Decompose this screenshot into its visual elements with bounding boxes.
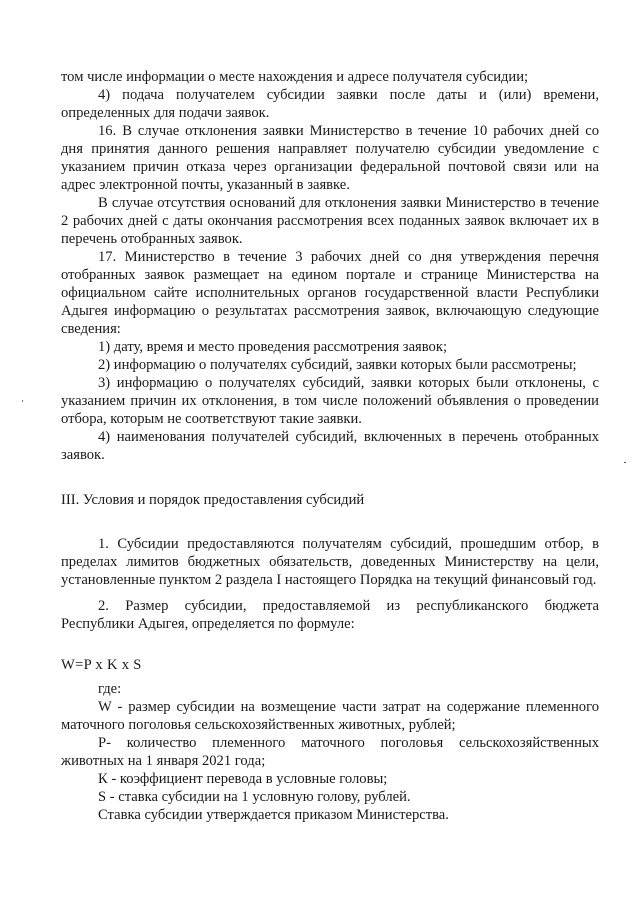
paragraph-17: 17. Министерство в течение 3 рабочих дней со дня утверждения перечня отобранных заявок размещает на едином портале и странице Министерства на официальном сайте исполнительных органов государственной власти Республики Адыгея информацию о результатах рассмотрения заявок, включающую следующие сведения: (61, 249, 599, 337)
section-paragraph-1: 1. Субсидии предоставляются получателям субсидий, прошедшим отбор, в пределах лимитов бюджетных обязательств, доведенных Министерству на цели, установленные пунктом 2 раздела I настоящего Порядка на текущий финансовый год. (61, 536, 599, 588)
where-label: где: (98, 681, 122, 697)
document-page (61, 68, 599, 824)
spacer (61, 589, 599, 597)
formula: W=P x K x S (61, 657, 142, 673)
list-item-3: 3) информацию о получателях субсидий, заявки которых были отклонены, с указанием причин их отклонения, в том числе положений объявления о проведении отбора, которым не соответствуют такие заявки. (61, 375, 599, 427)
rate-note: Ставка субсидии утверждается приказом Министерства. (98, 807, 449, 823)
definition-k: К - коэффициент перевода в условные головы; (98, 771, 388, 787)
paragraph-item-4: 4) подача получателем субсидии заявки после даты и (или) времени, определенных для подачи заявок. (61, 87, 599, 121)
section-paragraph-2: 2. Размер субсидии, предоставляемой из республиканского бюджета Республики Адыгея, определяется по формуле: (61, 598, 599, 632)
paragraph-no-grounds: В случае отсутствия оснований для отклонения заявки Министерство в течение 2 рабочих дней с даты окончания рассмотрения всех поданных заявок включает их в перечень отобранных заявок. (61, 195, 599, 247)
paragraph-continuation: том числе информации о месте нахождения и адресе получателя субсидии; (61, 69, 529, 85)
definition-s: S - ставка субсидии на 1 условную голову, рублей. (98, 789, 411, 805)
definition-p: P- количество племенного маточного поголовья сельскохозяйственных животных на 1 января 2021 года; (61, 735, 599, 769)
list-item-1: 1) дату, время и место проведения рассмотрения заявок; (98, 339, 447, 355)
section-heading: III. Условия и порядок предоставления субсидий (61, 492, 365, 508)
list-item-4: 4) наименования получателей субсидий, включенных в перечень отобранных заявок. (61, 429, 599, 463)
paragraph-16: 16. В случае отклонения заявки Министерство в течение 10 рабочих дней со дня принятия данного решения направляет получателю субсидии уведомление с указанием причин отказа через организации федеральной почтовой связи или на адрес электронной почты, указанный в заявке. (61, 123, 599, 193)
scan-artifact-mark (624, 462, 626, 463)
list-item-2: 2) информацию о получателях субсидий, заявки которых были рассмотрены; (98, 357, 577, 373)
scan-artifact-mark-left (22, 400, 23, 402)
definition-w: W - размер субсидии на возмещение части затрат на содержание племенного маточного поголовья сельскохозяйственных животных, рублей; (61, 699, 599, 733)
